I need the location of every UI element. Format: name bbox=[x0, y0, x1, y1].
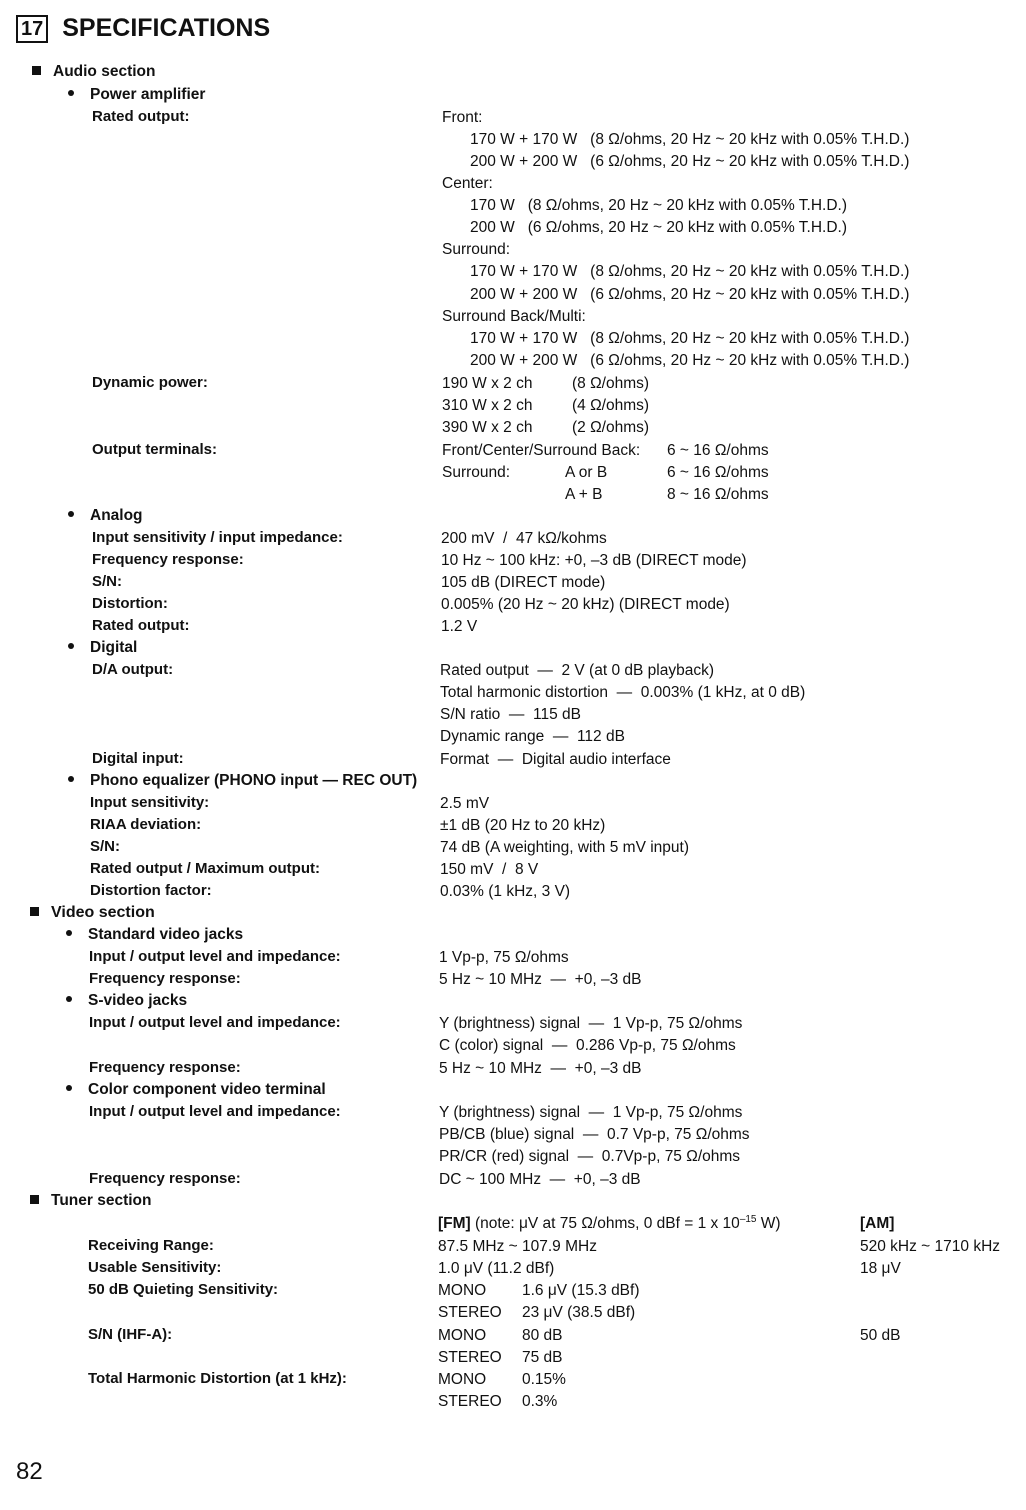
analog-dist-label: Distortion: bbox=[92, 595, 168, 612]
quiet-stereo-mode: STEREO bbox=[438, 1304, 502, 1321]
surround-line-1: 170 W + 170 W (8 Ω/ohms, 20 Hz ~ 20 kHz with 0.05% T.H.D.) bbox=[470, 263, 910, 280]
phono-rated-label: Rated output / Maximum output: bbox=[90, 860, 320, 877]
center-label: Center: bbox=[442, 175, 493, 192]
da-line-1: Rated output — 2 V (at 0 dB playback) bbox=[440, 662, 714, 679]
terminals-3-mode: A + B bbox=[565, 486, 603, 503]
fm-label: [FM] bbox=[438, 1215, 471, 1232]
std-video-heading: Standard video jacks bbox=[66, 925, 243, 945]
front-label: Front: bbox=[442, 109, 483, 126]
analog-sens-value: 200 mV / 47 kΩ/kohms bbox=[441, 530, 607, 547]
terminals-2-name: Surround: bbox=[442, 464, 511, 481]
am-label: [AM] bbox=[860, 1215, 895, 1232]
quieting-label: 50 dB Quieting Sensitivity: bbox=[88, 1281, 279, 1298]
range-fm: 87.5 MHz ~ 107.9 MHz bbox=[438, 1238, 597, 1255]
surround-back-label: Surround Back/Multi: bbox=[442, 308, 586, 325]
da-output-label: D/A output: bbox=[92, 661, 174, 678]
da-line-3: S/N ratio — 115 dB bbox=[440, 706, 581, 723]
square-bullet-icon bbox=[32, 66, 41, 75]
analog-freq-value: 10 Hz ~ 100 kHz: +0, –3 dB (DIRECT mode) bbox=[441, 552, 747, 569]
analog-heading: Analog bbox=[68, 506, 143, 526]
page-title: SPECIFICATIONS bbox=[62, 14, 271, 42]
bullet-icon bbox=[68, 90, 74, 96]
phono-sens-value: 2.5 mV bbox=[440, 795, 490, 812]
dynamic-3-load: (2 Ω/ohms) bbox=[572, 419, 650, 436]
square-bullet-icon bbox=[30, 1195, 39, 1204]
center-line-2: 200 W (6 Ω/ohms, 20 Hz ~ 20 kHz with 0.05% T.H.D.) bbox=[470, 219, 847, 236]
fm-note: [FM] (note: μV at 75 Ω/ohms, 0 dBf = 1 x $10^{-15}$ W) bbox=[438, 1213, 781, 1232]
digital-input-label: Digital input: bbox=[92, 750, 184, 767]
terminals-2-mode: A or B bbox=[565, 464, 608, 481]
phono-sens-label: Input sensitivity: bbox=[90, 794, 210, 811]
surround-back-line-2: 200 W + 200 W (6 Ω/ohms, 20 Hz ~ 20 kHz with 0.05% T.H.D.) bbox=[470, 352, 910, 369]
usable-fm: 1.0 μV (11.2 dBf) bbox=[438, 1260, 555, 1277]
range-label: Receiving Range: bbox=[88, 1237, 214, 1254]
component-io-label: Input / output level and impedance: bbox=[89, 1103, 341, 1120]
component-heading: Color component video terminal bbox=[66, 1080, 326, 1100]
terminals-1-name: Front/Center/Surround Back: bbox=[442, 442, 641, 459]
surround-back-line-1: 170 W + 170 W (8 Ω/ohms, 20 Hz ~ 20 kHz with 0.05% T.H.D.) bbox=[470, 330, 910, 347]
thd-label: Total Harmonic Distortion (at 1 kHz): bbox=[88, 1370, 347, 1387]
da-line-4: Dynamic range — 112 dB bbox=[440, 728, 625, 745]
svideo-io-label: Input / output level and impedance: bbox=[89, 1014, 341, 1031]
dynamic-3-value: 390 W x 2 ch bbox=[442, 419, 533, 436]
bullet-icon bbox=[66, 996, 72, 1002]
digital-input-value: Format — Digital audio interface bbox=[440, 751, 671, 768]
analog-rated-value: 1.2 V bbox=[441, 618, 478, 635]
phono-sn-label: S/N: bbox=[90, 838, 120, 855]
output-terminals-label: Output terminals: bbox=[92, 441, 218, 458]
bullet-icon bbox=[68, 511, 74, 517]
square-bullet-icon bbox=[30, 907, 39, 916]
bullet-icon bbox=[66, 930, 72, 936]
analog-freq-label: Frequency response: bbox=[92, 551, 244, 568]
component-io-line-2: PB/CB (blue) signal — 0.7 Vp-p, 75 Ω/ohms bbox=[439, 1126, 750, 1143]
analog-rated-label: Rated output: bbox=[92, 617, 190, 634]
range-am: 520 kHz ~ 1710 kHz bbox=[860, 1238, 1001, 1255]
tuner-heading: Tuner section bbox=[30, 1191, 151, 1211]
da-line-2: Total harmonic distortion — 0.003% (1 kHz, at 0 dB) bbox=[440, 684, 806, 701]
svideo-freq-label: Frequency response: bbox=[89, 1059, 241, 1076]
thd-stereo-mode: STEREO bbox=[438, 1393, 502, 1410]
front-line-1: 170 W + 170 W (8 Ω/ohms, 20 Hz ~ 20 kHz with 0.05% T.H.D.) bbox=[470, 131, 910, 148]
std-io-value: 1 Vp-p, 75 Ω/ohms bbox=[439, 949, 569, 966]
quiet-mono-value: 1.6 μV (15.3 dBf) bbox=[522, 1282, 640, 1299]
phono-dist-value: 0.03% (1 kHz, 3 V) bbox=[440, 883, 571, 900]
terminals-3-value: 8 ~ 16 Ω/ohms bbox=[667, 486, 769, 503]
sn-mono-value: 80 dB bbox=[522, 1327, 563, 1344]
sn-mono-mode: MONO bbox=[438, 1327, 487, 1344]
svideo-freq-value: 5 Hz ~ 10 MHz — +0, –3 dB bbox=[439, 1060, 642, 1077]
section-number: 17 bbox=[16, 15, 48, 43]
terminals-2-value: 6 ~ 16 Ω/ohms bbox=[667, 464, 769, 481]
svideo-io-line-2: C (color) signal — 0.286 Vp-p, 75 Ω/ohms bbox=[439, 1037, 736, 1054]
page-header bbox=[16, 14, 270, 43]
audio-heading: Audio section bbox=[32, 62, 155, 82]
component-io-line-3: PR/CR (red) signal — 0.7Vp-p, 75 Ω/ohms bbox=[439, 1148, 741, 1165]
surround-label: Surround: bbox=[442, 241, 511, 258]
center-line-1: 170 W (8 Ω/ohms, 20 Hz ~ 20 kHz with 0.05% T.H.D.) bbox=[470, 197, 847, 214]
dynamic-2-value: 310 W x 2 ch bbox=[442, 397, 533, 414]
phono-dist-label: Distortion factor: bbox=[90, 882, 212, 899]
component-freq-label: Frequency response: bbox=[89, 1170, 241, 1187]
dynamic-1-load: (8 Ω/ohms) bbox=[572, 375, 650, 392]
page-number: 82 bbox=[16, 1458, 43, 1485]
dynamic-power-label: Dynamic power: bbox=[92, 374, 208, 391]
analog-dist-value: 0.005% (20 Hz ~ 20 kHz) (DIRECT mode) bbox=[441, 596, 730, 613]
usable-am: 18 μV bbox=[860, 1260, 901, 1277]
bullet-icon bbox=[66, 1085, 72, 1091]
terminals-1-value: 6 ~ 16 Ω/ohms bbox=[667, 442, 769, 459]
svideo-io-line-1: Y (brightness) signal — 1 Vp-p, 75 Ω/ohms bbox=[439, 1015, 743, 1032]
phono-heading: Phono equalizer (PHONO input — REC OUT) bbox=[68, 771, 417, 791]
component-freq-value: DC ~ 100 MHz — +0, –3 dB bbox=[439, 1171, 641, 1188]
rated-output-label: Rated output: bbox=[92, 108, 190, 125]
dynamic-2-load: (4 Ω/ohms) bbox=[572, 397, 650, 414]
thd-stereo-value: 0.3% bbox=[522, 1393, 558, 1410]
phono-rated-value: 150 mV / 8 V bbox=[440, 861, 539, 878]
analog-sn-value: 105 dB (DIRECT mode) bbox=[441, 574, 606, 591]
bullet-icon bbox=[68, 643, 74, 649]
riaa-label: RIAA deviation: bbox=[90, 816, 202, 833]
sn-am-value: 50 dB bbox=[860, 1327, 901, 1344]
thd-mono-value: 0.15% bbox=[522, 1371, 566, 1388]
riaa-value: ±1 dB (20 Hz to 20 kHz) bbox=[440, 817, 606, 834]
dynamic-1-value: 190 W x 2 ch bbox=[442, 375, 533, 392]
std-freq-value: 5 Hz ~ 10 MHz — +0, –3 dB bbox=[439, 971, 642, 988]
surround-line-2: 200 W + 200 W (6 Ω/ohms, 20 Hz ~ 20 kHz with 0.05% T.H.D.) bbox=[470, 286, 910, 303]
phono-sn-value: 74 dB (A weighting, with 5 mV input) bbox=[440, 839, 689, 856]
std-io-label: Input / output level and impedance: bbox=[89, 948, 341, 965]
quiet-stereo-value: 23 μV (38.5 dBf) bbox=[522, 1304, 636, 1321]
bullet-icon bbox=[68, 776, 74, 782]
component-io-line-1: Y (brightness) signal — 1 Vp-p, 75 Ω/ohms bbox=[439, 1104, 743, 1121]
sn-ihf-label: S/N (IHF-A): bbox=[88, 1326, 173, 1343]
sn-stereo-value: 75 dB bbox=[522, 1349, 563, 1366]
power-amp-heading: Power amplifier bbox=[68, 85, 205, 105]
analog-sn-label: S/N: bbox=[92, 573, 122, 590]
digital-heading: Digital bbox=[68, 638, 137, 658]
usable-label: Usable Sensitivity: bbox=[88, 1259, 222, 1276]
svideo-heading: S-video jacks bbox=[66, 991, 187, 1011]
thd-mono-mode: MONO bbox=[438, 1371, 487, 1388]
front-line-2: 200 W + 200 W (6 Ω/ohms, 20 Hz ~ 20 kHz with 0.05% T.H.D.) bbox=[470, 153, 910, 170]
video-heading: Video section bbox=[30, 903, 155, 923]
sn-stereo-mode: STEREO bbox=[438, 1349, 502, 1366]
quiet-mono-mode: MONO bbox=[438, 1282, 487, 1299]
std-freq-label: Frequency response: bbox=[89, 970, 241, 987]
analog-sens-label: Input sensitivity / input impedance: bbox=[92, 529, 343, 546]
